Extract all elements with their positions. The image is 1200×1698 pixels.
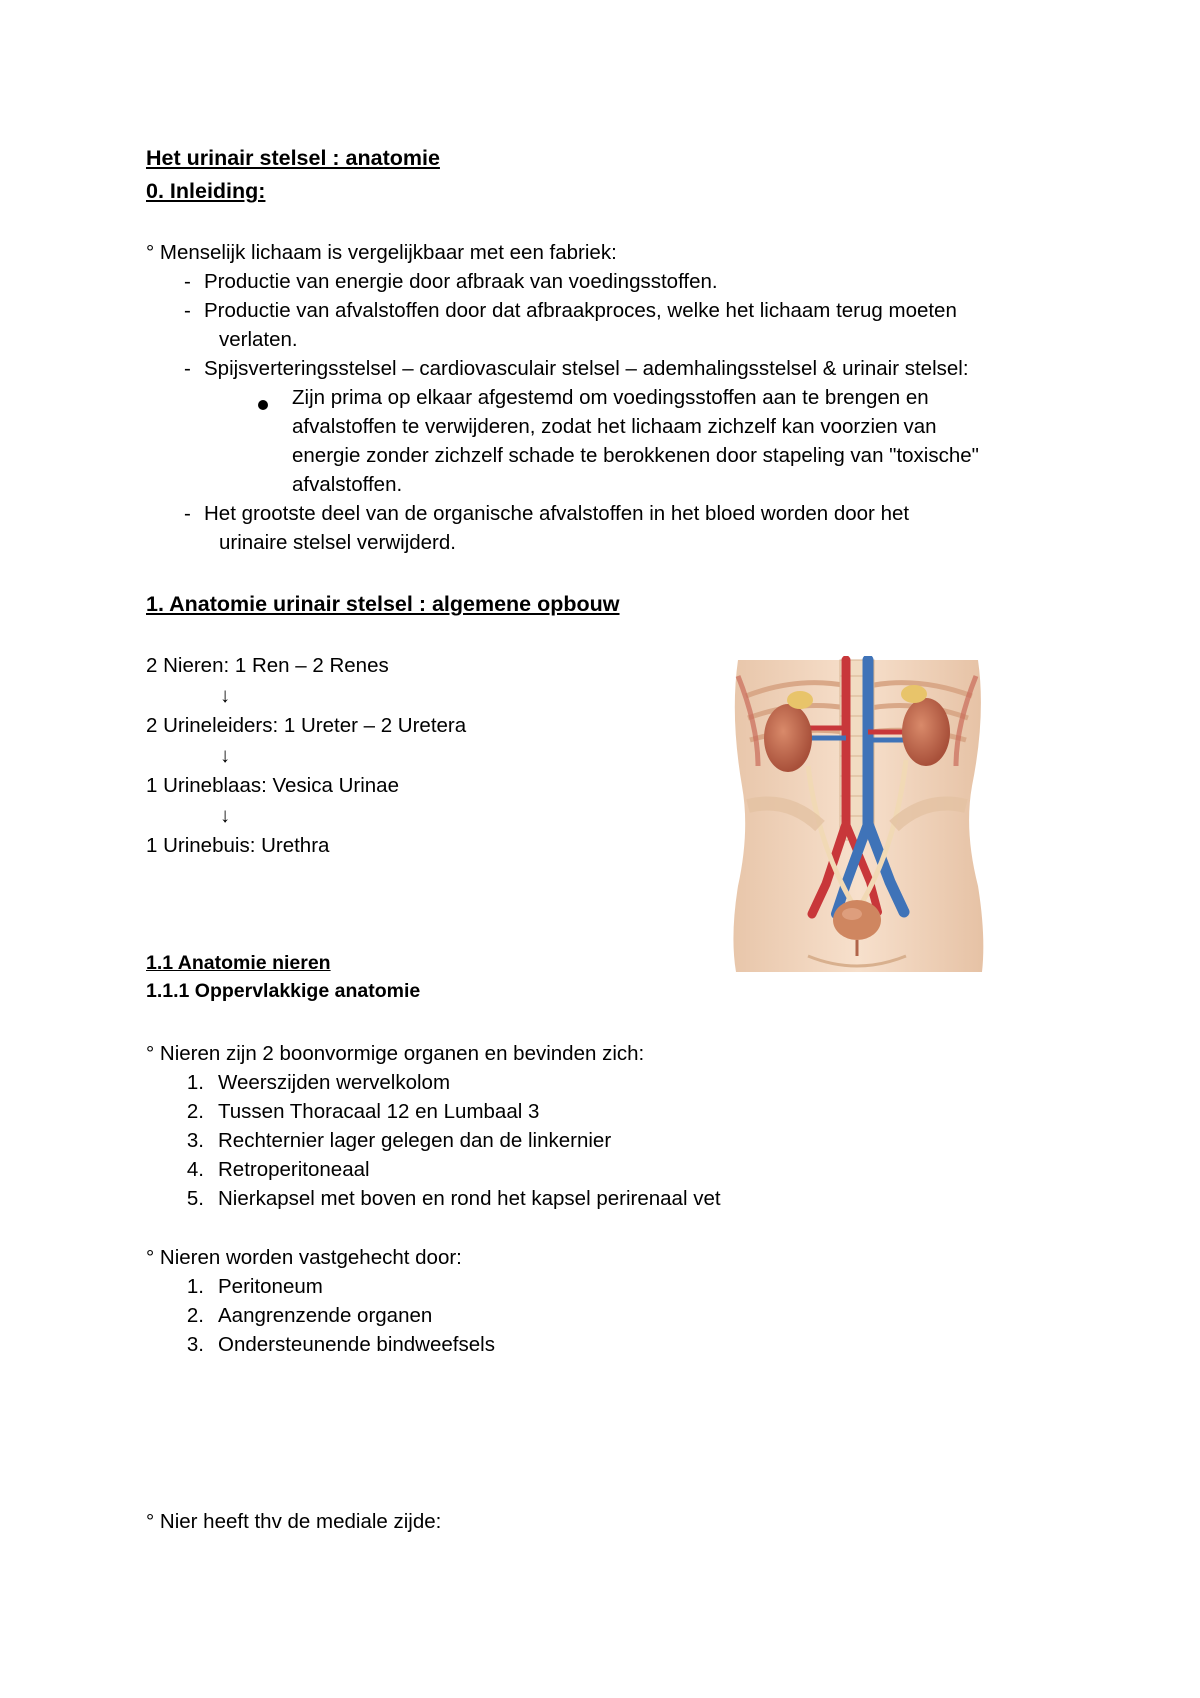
- flow-step: 2 Urineleiders: 1 Ureter – 2 Uretera: [146, 714, 467, 737]
- list-item: [170, 1155, 370, 1184]
- list-item: [170, 1097, 539, 1126]
- list-item-continuation: verlaten.: [219, 328, 298, 351]
- list-item-text: Peritoneum: [218, 1275, 323, 1298]
- list-item: [184, 296, 957, 325]
- flow-step: 1 Urineblaas: Vesica Urinae: [146, 774, 399, 797]
- sub-bullet-line: Zijn prima op elkaar afgestemd om voedingsstoffen aan te brengen en: [292, 386, 929, 409]
- section-1-1-heading: 1.1 Anatomie nieren: [146, 952, 331, 974]
- urinary-system-illustration: [728, 656, 986, 976]
- dash-marker: -: [184, 270, 191, 293]
- bullet-dot-icon: [258, 396, 268, 414]
- list-item-text: Ondersteunende bindweefsels: [218, 1333, 495, 1356]
- list-item: [170, 1330, 495, 1359]
- paragraph: ° Nieren worden vastgehecht door:: [146, 1246, 462, 1269]
- section-1-heading: 1. Anatomie urinair stelsel : algemene opbouw: [146, 592, 620, 616]
- down-arrow-icon: ↓: [220, 744, 231, 767]
- section-0-heading: 0. Inleiding:: [146, 179, 266, 203]
- list-item-continuation: urinaire stelsel verwijderd.: [219, 531, 456, 554]
- sub-bullet-line: energie zonder zichzelf schade te berokkenen door stapeling van "toxische": [292, 444, 979, 467]
- list-item-text: Weerszijden wervelkolom: [218, 1071, 451, 1094]
- list-number: 4.: [186, 1158, 204, 1181]
- list-item: [184, 267, 718, 296]
- list-number: 1.: [186, 1071, 204, 1094]
- list-item-text: Tussen Thoracaal 12 en Lumbaal 3: [218, 1100, 540, 1123]
- list-number: 5.: [186, 1187, 204, 1210]
- list-item-text: Productie van afvalstoffen door dat afbraakproces, welke het lichaam terug moeten: [204, 299, 957, 322]
- down-arrow-icon: ↓: [220, 684, 231, 707]
- list-item: [170, 1301, 432, 1330]
- list-item: [170, 1126, 611, 1155]
- list-number: 2.: [186, 1100, 204, 1123]
- intro-paragraph: ° Menselijk lichaam is vergelijkbaar met een fabriek:: [146, 241, 617, 264]
- dash-marker: -: [184, 299, 191, 322]
- list-item-text: Het grootste deel van de organische afvalstoffen in het bloed worden door het: [204, 502, 910, 525]
- list-number: 1.: [186, 1275, 204, 1298]
- list-item-text: Nierkapsel met boven en rond het kapsel perirenaal vet: [218, 1187, 721, 1210]
- list-item: [170, 1184, 721, 1213]
- flow-step: 2 Nieren: 1 Ren – 2 Renes: [146, 654, 389, 677]
- list-item-text: Retroperitoneaal: [218, 1158, 370, 1181]
- down-arrow-icon: ↓: [220, 804, 231, 827]
- list-item: [170, 1272, 323, 1301]
- sub-bullet-line: afvalstoffen te verwijderen, zodat het lichaam zichzelf kan voorzien van: [292, 415, 937, 438]
- list-number: 2.: [186, 1304, 204, 1327]
- flow-step: 1 Urinebuis: Urethra: [146, 834, 330, 857]
- list-item: [184, 354, 969, 383]
- section-1-1-1-heading: 1.1.1 Oppervlakkige anatomie: [146, 980, 421, 1002]
- list-number: 3.: [186, 1129, 204, 1152]
- page-title: Het urinair stelsel : anatomie: [146, 146, 440, 170]
- paragraph: ° Nieren zijn 2 boonvormige organen en bevinden zich:: [146, 1042, 645, 1065]
- list-item-text: Aangrenzende organen: [218, 1304, 433, 1327]
- list-item-text: Spijsverteringsstelsel – cardiovasculair stelsel – ademhalingsstelsel & urinair stelsel:: [204, 357, 969, 380]
- dash-marker: -: [184, 502, 191, 525]
- list-item-text: Productie van energie door afbraak van voedingsstoffen.: [204, 270, 718, 293]
- list-item-text: Rechternier lager gelegen dan de linkernier: [218, 1129, 612, 1152]
- list-number: 3.: [186, 1333, 204, 1356]
- list-item: [184, 499, 909, 528]
- dash-marker: -: [184, 357, 191, 380]
- list-item: [170, 1068, 450, 1097]
- sub-bullet-line: afvalstoffen.: [292, 473, 403, 496]
- paragraph: ° Nier heeft thv de mediale zijde:: [146, 1510, 442, 1533]
